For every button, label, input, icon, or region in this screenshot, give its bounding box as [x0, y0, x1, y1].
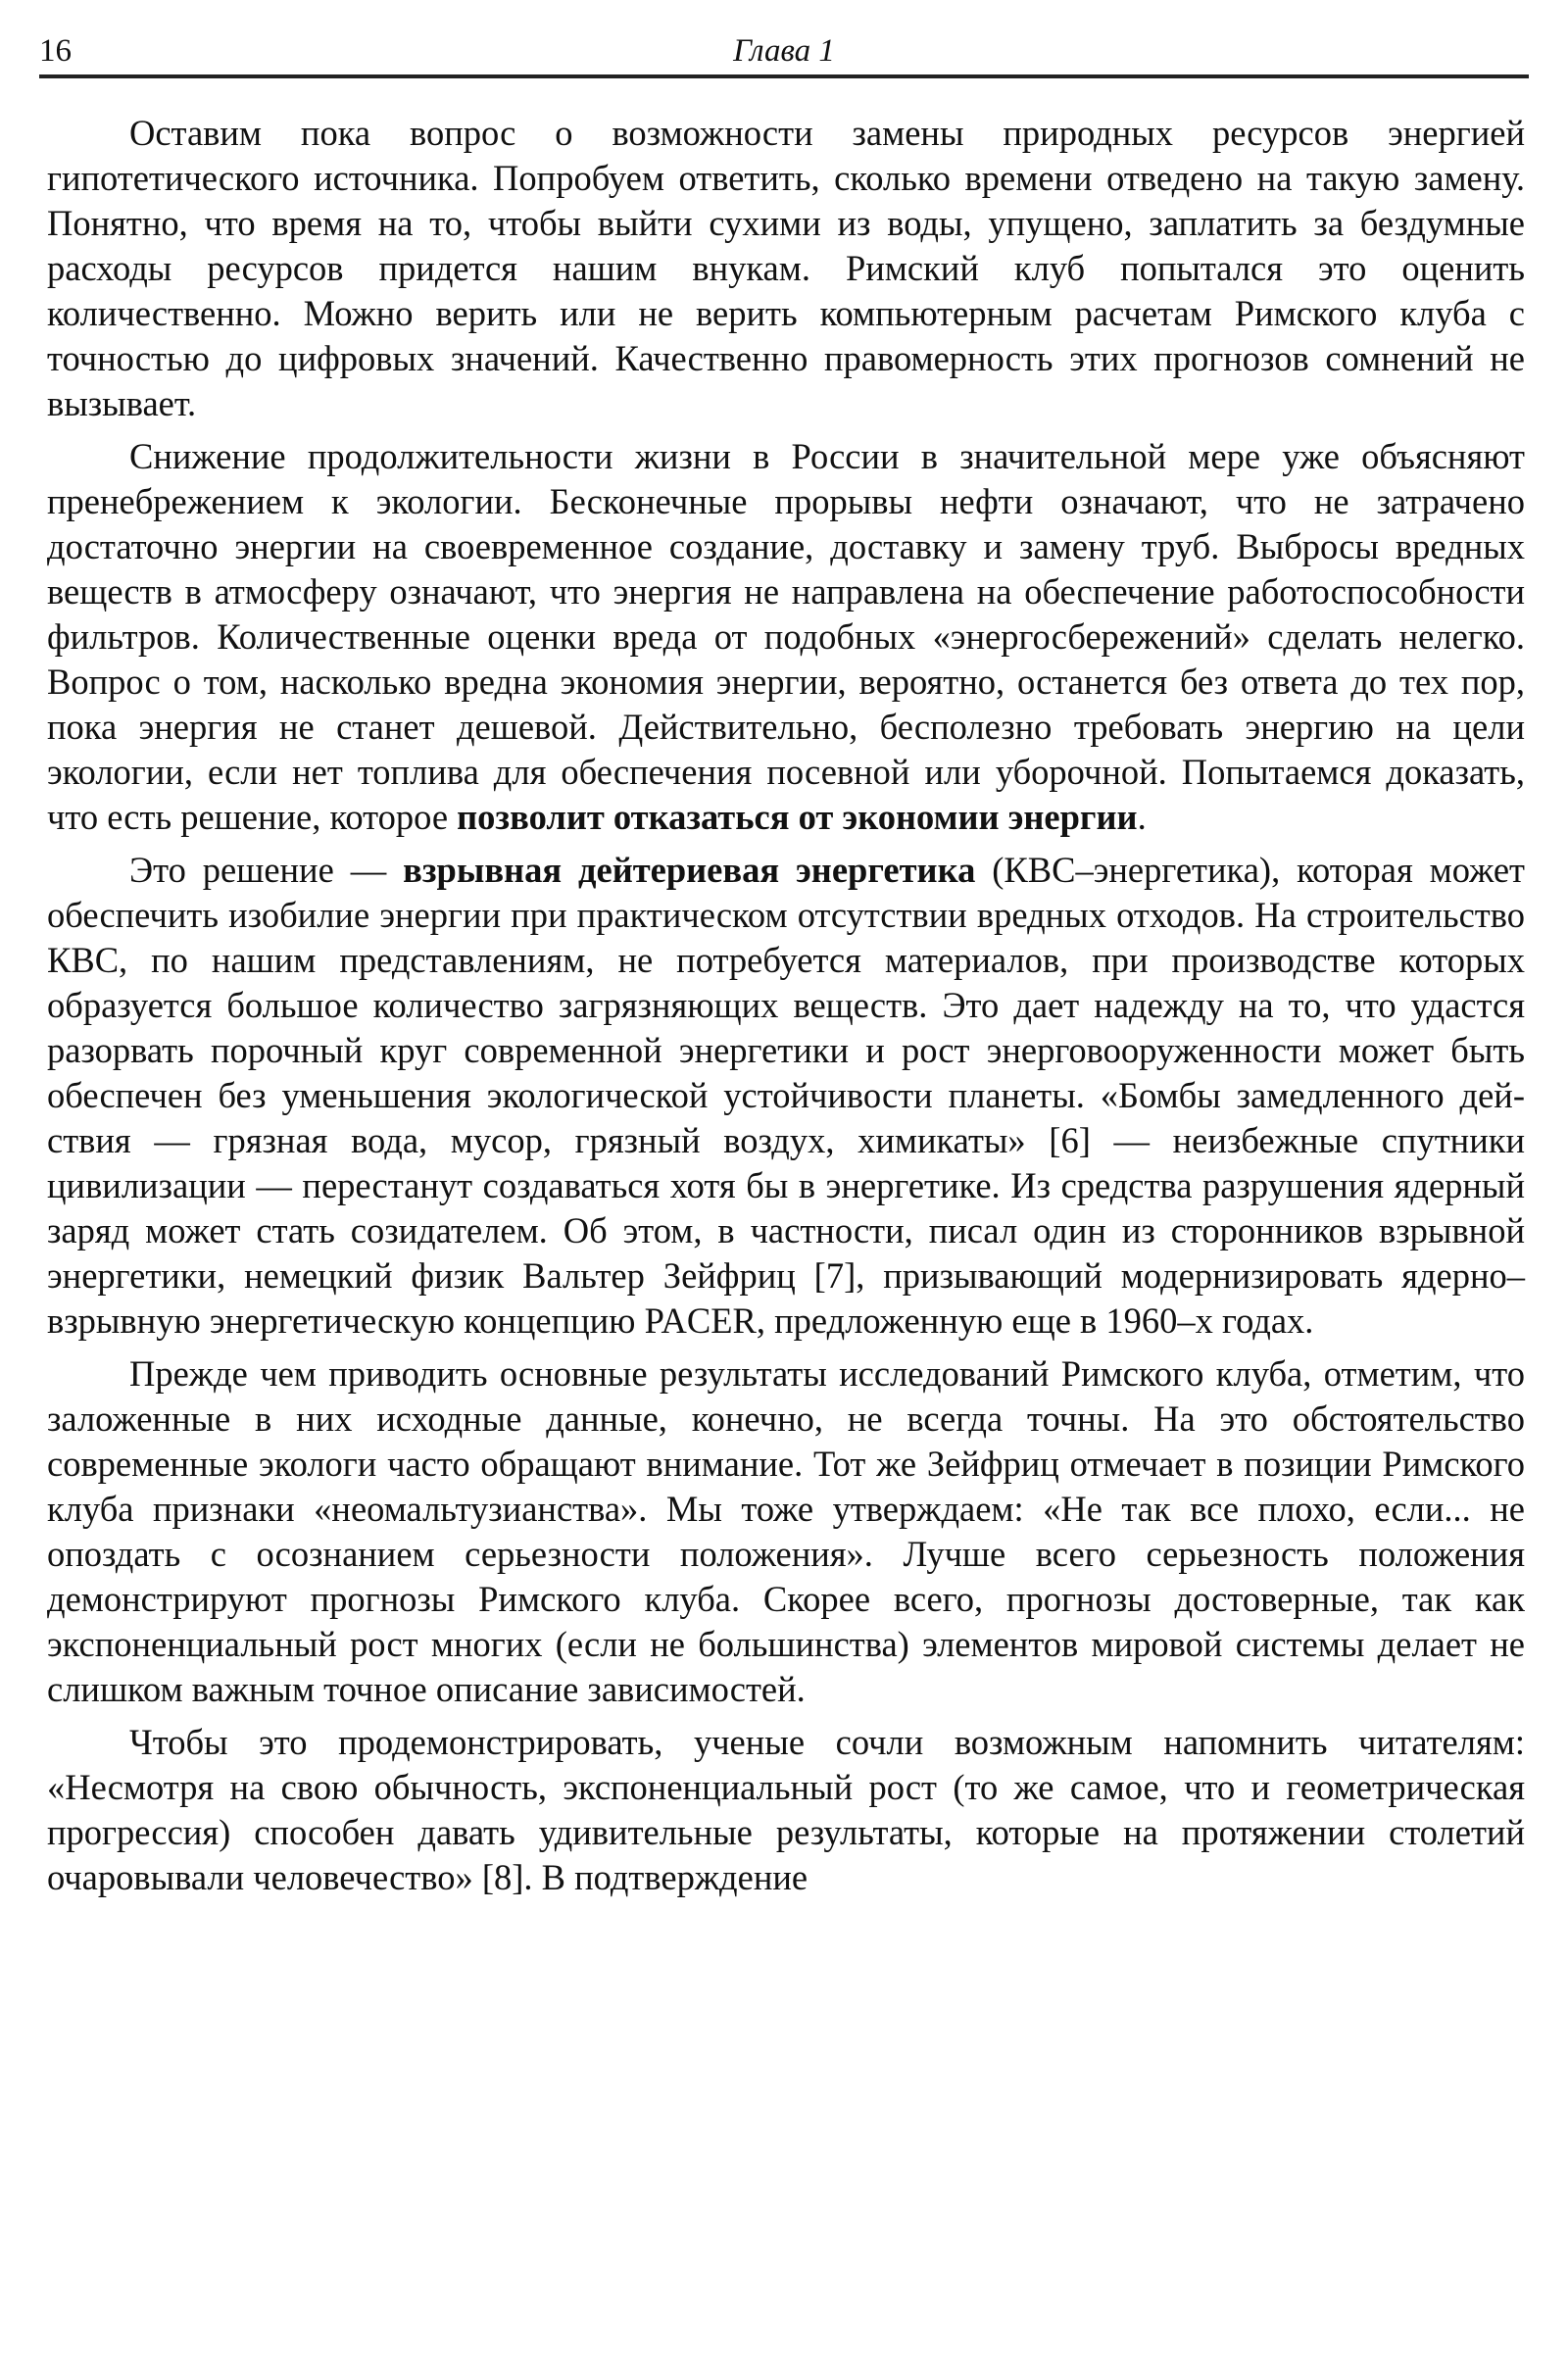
paragraph-2-emphasis: позволит отказаться от экономии энергии	[457, 797, 1138, 837]
paragraph-2	[47, 434, 1525, 840]
page-number: 16	[39, 33, 72, 69]
body-text	[47, 111, 1525, 1908]
paragraph-5: Чтобы это продемонстрировать, ученые сочли возможным напомнить читателям: «Несмотря на свою обычность, экспоненциальный рост (то же самое, что и геометрическая прогрессия) способен давать удивительные результаты, которые на протяжении столетий очаровывали человечество» [8]. В подтверждение	[47, 1722, 1525, 1897]
running-head: Глава 1	[733, 33, 835, 69]
paragraph-3-lead: Это решение —	[129, 850, 404, 890]
paragraph-3-emphasis: взрывная дейтериевая энергетика	[403, 850, 976, 890]
paragraph-4: Прежде чем приводить основные результаты исследований Римского клуба, отметим, что заложенные в них исходные данные, конечно, не всегда точны. На это обстоятельство современные экологи часто обращают внимание. Тот же Зейфриц отмечает в позиции Римского клуба признаки «неомальтузианства». Мы тоже утверждаем: «Не так все плохо, если... не опоздать с осознанием серьезности положения». Лучше всего серьезность положения демонстрируют прогнозы Римского клуба. Скорее всего, прогнозы достоверные, так как экспоненциальный рост многих (если не большинства) элементов мировой системы делает не слишком важным точное описание зависимостей.	[47, 1353, 1525, 1709]
page-header	[39, 29, 1529, 73]
paragraph-3-text: (КВС–энергетика), которая может обеспечить изобилие энергии при практическом отсутствии вредных отходов. На строительство КВС, по нашим представлениям, не потребуется материалов, при производстве которых образуется большое количество загрязняющих веществ. Это дает надежду на то, что удастся разорвать порочный круг современной энергетики и рост энерговооруженности может быть обеспечен без уменьшения экологической устойчивости планеты. «Бомбы замедленного действия — грязная вода, мусор, грязный воздух, химикаты» [6] — неизбежные спутники цивилизации — перестанут создаваться хотя бы в энергетике. Из средства разрушения ядерный заряд может стать созидателем. Об этом, в частности, писал один из сторонников взрывной энергетики, немецкий физик Вальтер Зейфриц [7], призывающий модернизировать ядерно–взрывную энергетическую концепцию PACER, предложенную еще в 1960–х годах.	[47, 850, 1526, 1341]
paragraph-1: Оставим пока вопрос о возможности замены природных ресурсов энергией гипотетического источника. Попробуем ответить, сколько времени отведено на такую замену. Понятно, что время на то, чтобы выйти сухими из воды, упущено, заплатить за бездумные расходы ресурсов придется нашим внукам. Римский клуб попытался это оценить количественно. Можно верить или не верить компьютерным расчетам Римского клуба с точностью до цифровых значений. Качественно правомерность этих прогнозов сомнений не вызывает.	[47, 113, 1525, 423]
paragraph-3	[47, 848, 1525, 1344]
header-rule	[39, 74, 1529, 78]
paragraph-2-text: Снижение продолжительности жизни в России в значительной мере уже объясняют пренебрежением к экологии. Бесконечные прорывы нефти означают, что не затрачено достаточно энергии на своевременное создание, доставку и замену труб. Выбросы вредных веществ в атмосферу означают, что энергия не направлена на обеспечение работоспособности фильтров. Количественные оценки вреда от подобных «энергосбережений» сделать нелегко. Вопрос о том, насколько вредна экономия энергии, вероятно, останется без ответа до тех пор, пока энергия не станет дешевой. Действительно, бесполезно требовать энергию на цели экологии, если нет топлива для обеспечения посевной или уборочной. Попытаемся доказать, что есть решение, которое	[47, 436, 1525, 837]
paragraph-2-tail: .	[1137, 797, 1147, 837]
